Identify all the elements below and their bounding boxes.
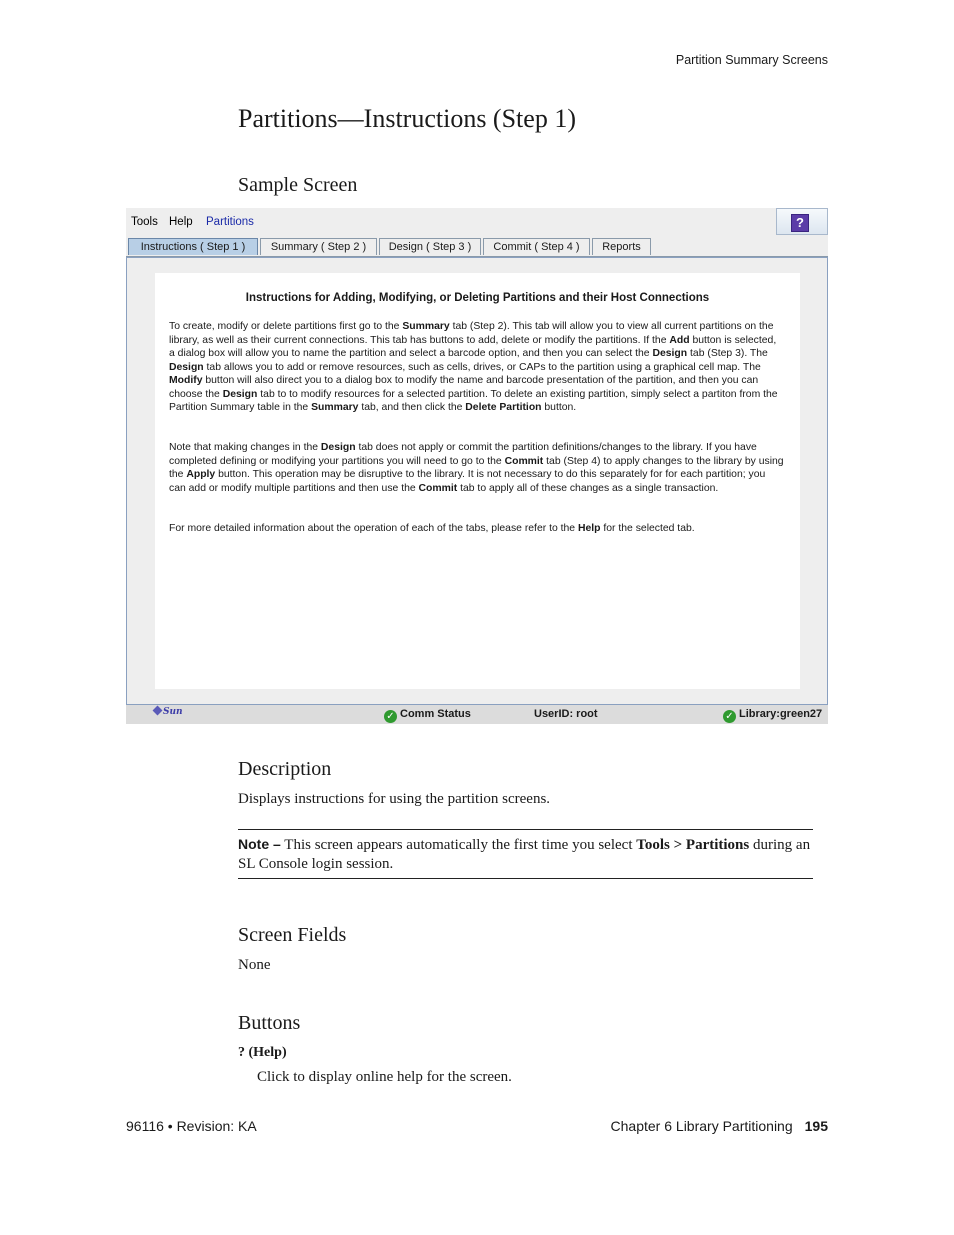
instructions-title: Instructions for Adding, Modifying, or Deleting Partitions and their Host Connections — [245, 292, 710, 304]
running-header: Partition Summary Screens — [675, 53, 828, 67]
menu-bar — [126, 208, 828, 236]
check-icon: ✓ — [384, 710, 397, 723]
instructions-paragraph-1: To create, modify or delete partitions first go to the Summary tab (Step 2). This tab will allow you to view all current partitions on the library, as well as their current connections. This tab has buttons to add, delete or modify the partitions. If the Add button is selected, a dialog box will allow you to name the partition and select a barcode option, and then you can select the Design tab (Step 3). The Design tab allows you to add or remove resources, such as cells, drives, or CAPs to the partition using a graphical cell map. The Modify button will also direct you to a dialog box to modify the name and barcode presentation of the partition, and then you can choose the Design tab to to modify resources for a selected partition. To delete an existing partition, simply select a partiton from the Partition Summary table in the Summary tab, and then click the Delete Partition button. — [169, 321, 778, 413]
help-button-label: ? (Help) — [238, 1045, 287, 1060]
tab-design[interactable]: Design ( Step 3 ) — [379, 238, 481, 255]
sample-screen-heading: Sample Screen — [238, 174, 358, 196]
content-frame — [126, 257, 828, 705]
status-bar — [126, 705, 828, 724]
note-rule-top — [238, 829, 813, 830]
library-status: ✓ Library:green27 — [723, 708, 822, 723]
buttons-heading: Buttons — [238, 1012, 301, 1034]
menu-partitions[interactable]: Partitions — [206, 216, 254, 228]
description-heading: Description — [238, 758, 332, 780]
page-title: Partitions—Instructions (Step 1) — [238, 104, 576, 133]
instructions-panel — [155, 273, 800, 689]
instructions-paragraph-3: For more detailed information about the operation of each of the tabs, please refer to the Help for the selected tab. — [169, 523, 695, 534]
user-id: UserID: root — [534, 708, 598, 720]
tab-instructions[interactable]: Instructions ( Step 1 ) — [128, 238, 258, 255]
footer-doc-id: 96116 • Revision: KA — [126, 1118, 257, 1134]
screen-fields-text: None — [238, 957, 271, 973]
sun-logo: Sun — [154, 707, 184, 721]
tab-summary[interactable]: Summary ( Step 2 ) — [260, 238, 377, 255]
check-icon: ✓ — [723, 710, 736, 723]
note: Note – This screen appears automatically the first time you select Tools > Partitions during an SL Console login session. — [238, 836, 811, 872]
tab-commit[interactable]: Commit ( Step 4 ) — [483, 238, 590, 255]
page-number: 195 — [804, 1118, 828, 1134]
screen-fields-heading: Screen Fields — [238, 924, 347, 946]
footer-chapter: Chapter 6 Library Partitioning 195 — [610, 1118, 828, 1134]
help-button[interactable] — [776, 208, 828, 235]
menu-help[interactable]: Help — [169, 216, 193, 228]
menu-tools[interactable]: Tools — [131, 216, 158, 228]
description-text: Displays instructions for using the partition screens. — [238, 791, 551, 807]
help-button-description: Click to display online help for the screen. — [257, 1069, 512, 1085]
help-icon: ? — [791, 214, 809, 232]
tab-reports[interactable]: Reports — [592, 238, 651, 255]
note-rule-bottom — [238, 878, 813, 879]
instructions-paragraph-2: Note that making changes in the Design tab does not apply or commit the partition definitions/changes to the library. If you have completed defining or modifying your partitions you will need to go to the Commit tab (Step 4) to apply changes to the library by using the Apply button. This operation may be disruptive to the library. It is not necessary to do this separately for for each partition; you can add or modify multiple partitions and then use the Commit tab to apply all of these changes as a single transaction. — [169, 442, 784, 494]
comm-status: ✓ Comm Status — [384, 708, 471, 723]
sample-screenshot — [126, 208, 828, 724]
